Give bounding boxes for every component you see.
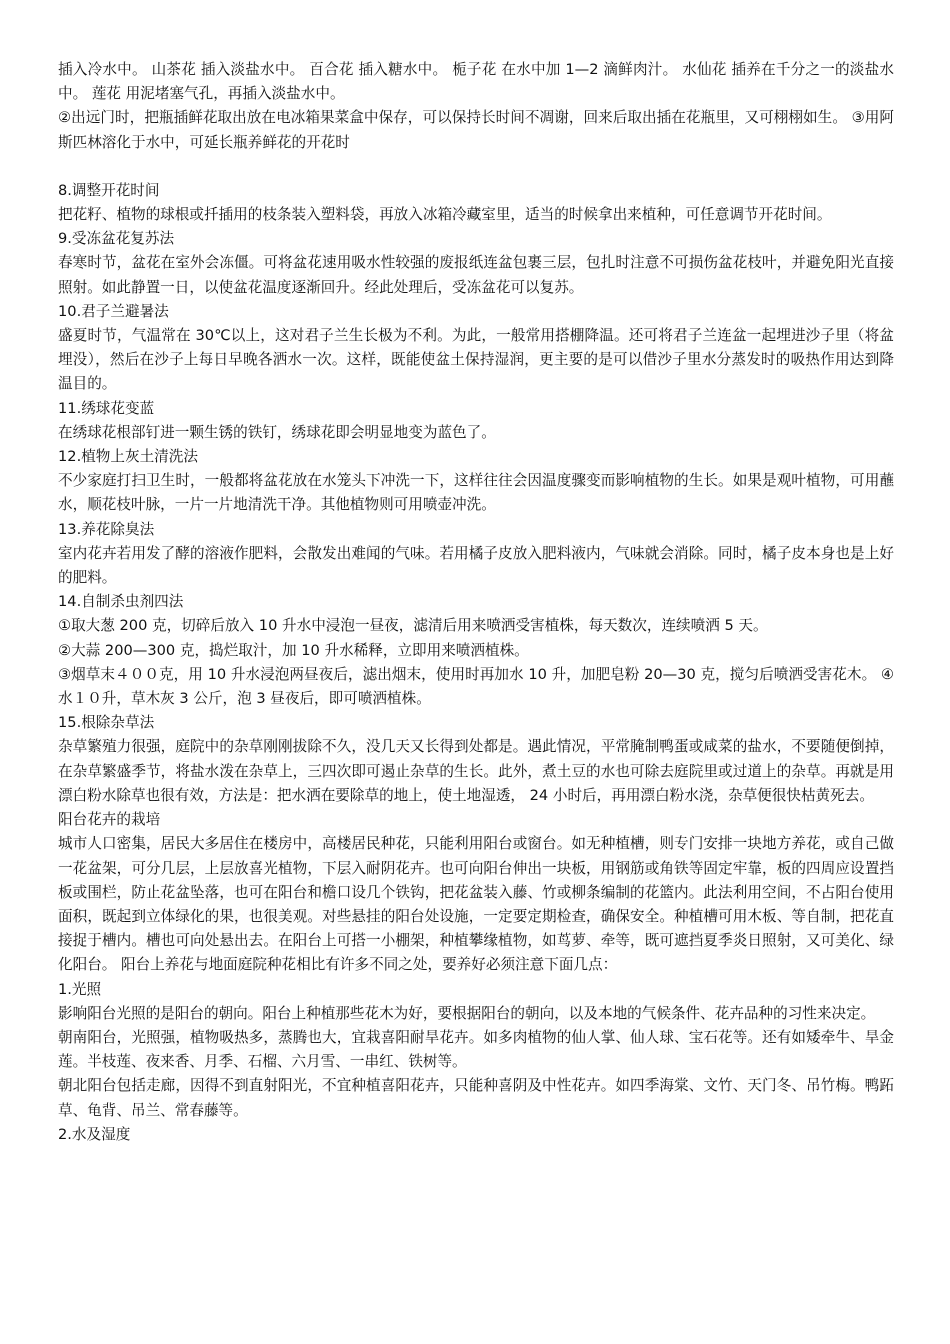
section-heading-12: 12.植物上灰土清洗法: [58, 448, 198, 466]
paragraph-cut-flower-storage: ②出远门时，把瓶插鲜花取出放在电冰箱果菜盒中保存，可以保持长时间不凋谢，回来后取出插在花瓶里，又可栩栩如生。 ③用阿斯匹林溶化于水中，可延长瓶养鲜花的开花时: [58, 109, 894, 151]
paragraph-light-north: 朝北阳台包括走廊，因得不到直射阳光，不宜种植喜阳花卉，只能种喜阴及中性花卉。如四季海棠、文竹、天门冬、吊竹梅。鸭跖草、龟背、吊兰、常春藤等。: [58, 1077, 894, 1119]
paragraph-8: 把花籽、植物的球根或扦插用的枝条装入塑料袋，再放入冰箱冷藏室里，适当的时候拿出来植种，可任意调节开花时间。: [58, 206, 832, 224]
paragraph-balcony: 城市人口密集，居民大多居住在楼房中，高楼居民种花，只能利用阳台或窗台。如无种植槽，则专门安排一块地方养花，或自己做一花盆架，可分几层，上层放喜光植物，下层入耐阴花卉。也可向阳台伸出一块板，用钢筋或角铁等固定牢靠，板的四周应设置挡板或围栏，防止花盆坠落，也可在阳台和檐口设几个铁钩，把花盆装入藤、竹或柳条编制的花篮内。此法利用空间，不占阳台使用面积，既起到立体绿化的果，也很美观。对些悬挂的阳台处设施，一定要定期检查，确保安全。种植槽可用木板、等自制，把花直接捉于槽内。槽也可向处悬出去。在阳台上可搭一小棚架，种植攀缘植物，如茑萝、牵等，既可遮挡夏季炎日照射，又可美化、绿化阳台。 阳台上养花与地面庭院种花相比有许多不同之处，要养好必须注意下面几点：: [58, 835, 894, 974]
paragraph-10: 盛夏时节，气温常在 30℃以上，这对君子兰生长极为不利。为此，一般常用搭棚降温。还可将君子兰连盆一起埋进沙子里（将盆埋没），然后在沙子上每日早晚各洒水一次。这样，既能使盆土保持湿润，更主要的是可以借沙子里水分蒸发时的吸热作用达到降温目的。: [58, 327, 894, 393]
paragraph-14-method-2: ②大蒜 200—300 克，捣烂取汁，加 10 升水稀释，立即用来喷洒植株。: [58, 641, 529, 659]
paragraph-12: 不少家庭打扫卫生时，一般都将盆花放在水笼头下冲洗一下，这样往往会因温度骤变而影响植物的生长。如果是观叶植物，可用蘸水，顺花枝叶脉，一片一片地清洗干净。其他植物则可用喷壶冲洗。: [58, 472, 894, 514]
section-heading-10: 10.君子兰避暑法: [58, 302, 169, 320]
paragraph-13: 室内花卉若用发了酵的溶液作肥料，会散发出难闻的气味。若用橘子皮放入肥料液内，气味就会消除。同时，橘子皮本身也是上好的肥料。: [58, 544, 894, 587]
spacer: [58, 155, 894, 179]
section-heading-14: 14.自制杀虫剂四法: [58, 593, 184, 611]
section-heading-8: 8.调整开花时间: [58, 181, 160, 199]
paragraph-15: 杂草繁殖力很强，庭院中的杂草刚刚拔除不久，没几天又长得到处都是。遇此情况，平常腌制鸭蛋或咸菜的盐水，不要随便倒掉，在杂草繁盛季节，将盐水泼在杂草上，三四次即可遏止杂草的生长。此外，煮土豆的水也可除去庭院里或过道上的杂草。再就是用漂白粉水除草也很有效，方法是：把水洒在要除草的地上，使土地湿透， 24 小时后，再用漂白粉水浇，杂草便很快枯黄死去。: [58, 738, 894, 804]
section-heading-11: 11.绣球花变蓝: [58, 399, 155, 417]
document-page: [58, 58, 894, 1147]
paragraph-light-intro: 影响阳台光照的是阳台的朝向。阳台上种植那些花木为好，要根据阳台的朝向，以及本地的气候条件、花卉品种的习性来决定。: [58, 1004, 876, 1022]
paragraph-14-method-1: ①取大葱 200 克，切碎后放入 10 升水中浸泡一昼夜，滤清后用来喷洒受害植株，每天数次，连续喷洒 5 天。: [58, 617, 768, 635]
section-heading-balcony: 阳台花卉的栽培: [58, 811, 161, 829]
subheading-water-humidity: 2.水及湿度: [58, 1125, 131, 1143]
paragraph-9: 春寒时节，盆花在室外会冻僵。可将盆花速用吸水性较强的废报纸连盆包裹三层，包扎时注意不可损伤盆花枝叶，并避免阳光直接照射。如此静置一日，以使盆花温度逐渐回升。经此处理后，受冻盆花可以复苏。: [58, 254, 894, 296]
paragraph-cut-flower-solutions: 插入冷水中。 山茶花 插入淡盐水中。 百合花 插入糖水中。 栀子花 在水中加 1—2 滴鲜肉汁。 水仙花 插养在千分之一的淡盐水中。 莲花 用泥堵塞气孔，再插入淡盐水中。: [58, 61, 894, 103]
section-heading-9: 9.受冻盆花复苏法: [58, 230, 175, 248]
paragraph-14-method-3-4: ③烟草末４００克，用 10 升水浸泡两昼夜后，滤出烟末，使用时再加水 10 升，加肥皂粉 20—30 克，搅匀后喷洒受害花木。 ④水１０升，草木灰 3 公斤，泡 3 昼夜后，即可喷洒植株。: [58, 665, 894, 708]
section-heading-15: 15.根除杂草法: [58, 714, 155, 732]
section-heading-13: 13.养花除臭法: [58, 520, 155, 538]
subheading-light: 1.光照: [58, 980, 102, 998]
paragraph-light-south: 朝南阳台，光照强，植物吸热多，蒸腾也大，宜栽喜阳耐旱花卉。如多肉植物的仙人掌、仙人球、宝石花等。还有如矮牵牛、旱金莲。半枝莲、夜来香、月季、石榴、六月雪、一串红、铁树等。: [58, 1028, 894, 1071]
paragraph-11: 在绣球花根部钉进一颗生锈的铁钉，绣球花即会明显地变为蓝色了。: [58, 423, 496, 441]
